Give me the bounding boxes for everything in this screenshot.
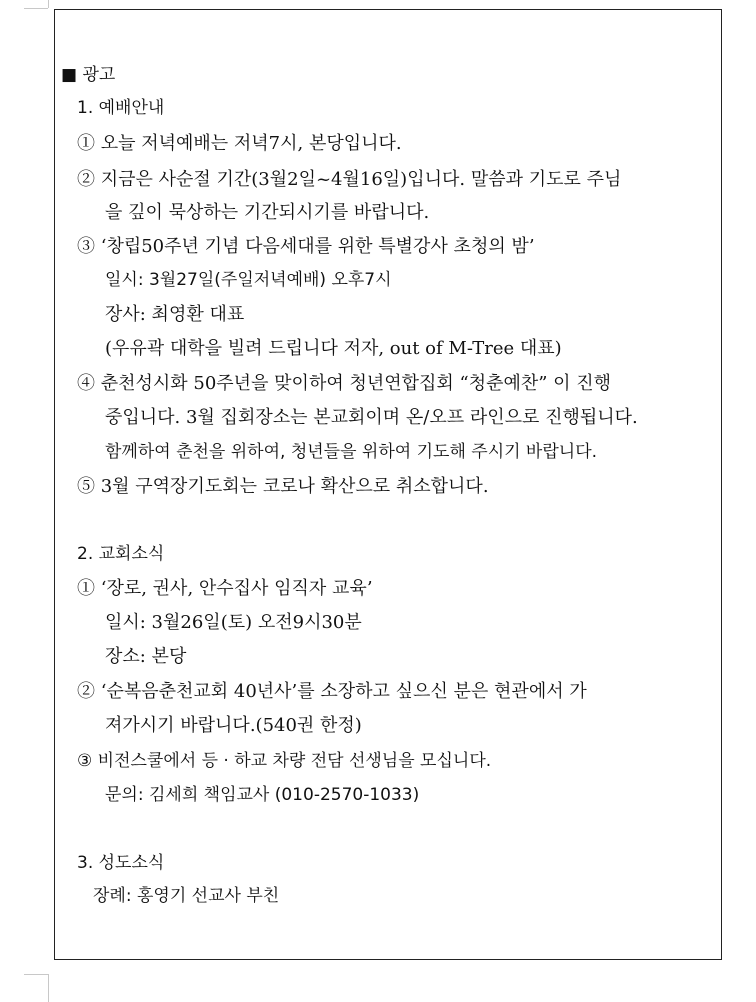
section-title-worship: 1. 예배안내 bbox=[77, 98, 165, 118]
church-news-item-2: ② ‘순복음춘천교회 40년사’를 소장하고 싶으신 분은 현관에서 가 bbox=[77, 681, 587, 702]
announcement-box bbox=[54, 9, 722, 960]
page-corner-mark-top-vertical bbox=[48, 0, 49, 8]
worship-item-2: ② 지금은 사순절 기간(3월2일~4월16일)입니다. 말씀과 기도로 주님 bbox=[77, 169, 622, 190]
member-news-item-1: 장례: 홍영기 선교사 부친 bbox=[93, 886, 280, 906]
worship-item-2-cont: 을 깊이 묵상하는 기간되시기를 바랍니다. bbox=[105, 202, 430, 223]
church-news-item-1-place: 장소: 본당 bbox=[105, 646, 187, 667]
church-news-item-2-cont: 져가시기 바랍니다.(540권 한정) bbox=[105, 715, 362, 736]
page-corner-mark-bottom-horizontal bbox=[24, 974, 48, 975]
church-news-item-3: ③ 비전스쿨에서 등 · 하교 차량 전담 선생님을 모십니다. bbox=[77, 751, 492, 771]
page-corner-mark-bottom-vertical bbox=[48, 974, 49, 1002]
page-corner-mark-top-horizontal bbox=[24, 8, 48, 9]
worship-item-5: ⑤ 3월 구역장기도회는 코로나 확산으로 취소합니다. bbox=[77, 476, 489, 497]
worship-item-3-note: (우유곽 대학을 빌려 드립니다 저자, out of M-Tree 대표) bbox=[105, 338, 562, 359]
section-title-church-news: 2. 교회소식 bbox=[77, 544, 165, 564]
section-header: ■ 광고 bbox=[61, 65, 116, 85]
church-news-item-1-date: 일시: 3월26일(토) 오전9시30분 bbox=[105, 612, 362, 633]
section-title-member-news: 3. 성도소식 bbox=[77, 853, 165, 873]
worship-item-3-speaker: 장사: 최영환 대표 bbox=[105, 304, 245, 325]
worship-item-4-cont-2: 함께하여 춘천을 위하여, 청년들을 위하여 기도해 주시기 바랍니다. bbox=[105, 442, 598, 462]
worship-item-3: ③ ‘창립50주년 기념 다음세대를 위한 특별강사 초청의 밤’ bbox=[77, 236, 535, 257]
worship-item-1: ① 오늘 저녁예배는 저녁7시, 본당입니다. bbox=[77, 133, 402, 154]
worship-item-4-cont-1: 중입니다. 3월 집회장소는 본교회이며 온/오프 라인으로 진행됩니다. bbox=[105, 407, 638, 428]
church-news-item-1: ① ‘장로, 권사, 안수집사 임직자 교육’ bbox=[77, 578, 373, 599]
church-news-item-3-contact: 문의: 김세희 책임교사 (010-2570-1033) bbox=[105, 785, 420, 805]
worship-item-4: ④ 춘천성시화 50주년을 맞이하여 청년연합집회 “청춘예찬” 이 진행 bbox=[77, 373, 612, 394]
worship-item-3-date: 일시: 3월27일(주일저녁예배) 오후7시 bbox=[105, 270, 392, 290]
